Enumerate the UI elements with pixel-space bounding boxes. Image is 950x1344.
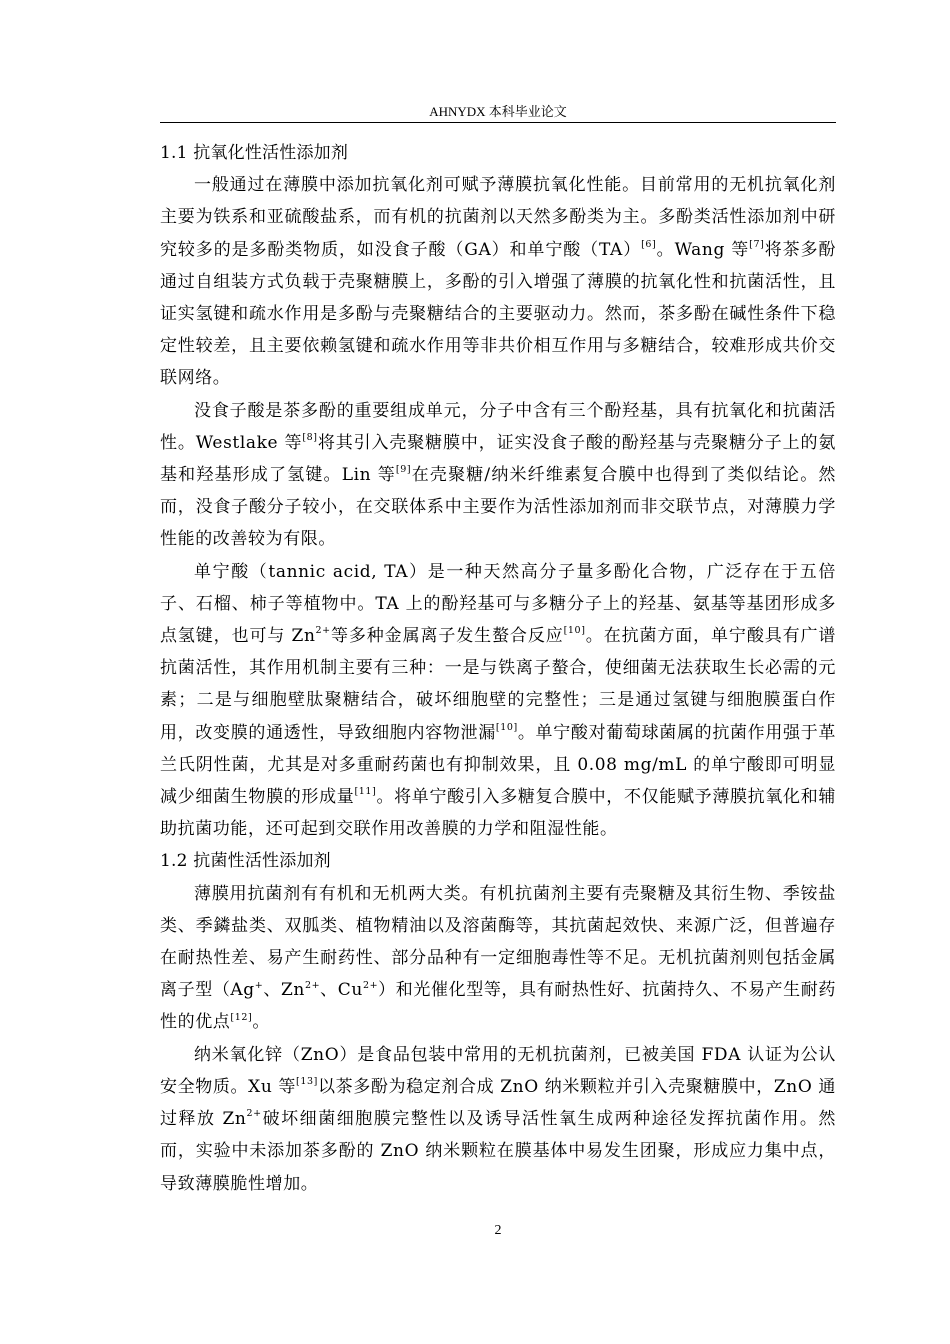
text-run: 将茶多酚通过自组装方式负载于壳聚糖膜上，多酚的引入增强了薄膜的抗氧化性和抗菌活性，且证实氢键和疏水作用是多酚与壳聚糖结合的主要驱动力。然而，茶多酚在碱性条件下稳定性较差，且主要依赖氢键和疏水作用等非共价相互作用与多糖结合，较难形成共价交联网络。 xyxy=(160,239,836,389)
citation-superscript: 2+ xyxy=(362,979,379,991)
text-run: 等多种金属离子发生螯合反应 xyxy=(330,626,564,647)
text-run: 、Cu xyxy=(320,980,363,1001)
citation-superscript: [10] xyxy=(495,722,518,733)
text-run: 。在抗菌方面，单宁酸具有广谱抗菌活性，其作用机制主要有三种：一是与铁离子螯合，使细菌无法获取生长必需的元素；二是与细胞壁肽聚糖结合，破坏细胞壁的完整性；三是通过氢键与细胞膜蛋白作用，改变膜的通透性，导致细胞内容物泄漏 xyxy=(160,626,836,743)
header-divider xyxy=(160,122,836,123)
citation-superscript: [6] xyxy=(641,238,657,250)
paragraph xyxy=(160,169,836,394)
citation-superscript: [10] xyxy=(563,625,586,637)
text-run: 破坏细菌细胞膜完整性以及诱导活性氧生成两种途径发挥抗菌作用。然而，实验中未添加茶多酚的 ZnO 纳米颗粒在膜基体中易发生团聚，形成应力集中点，导致薄膜脆性增加。 xyxy=(160,1109,836,1194)
paragraph xyxy=(160,556,836,846)
citation-superscript: [8] xyxy=(302,432,318,444)
text-run: 没食子酸是茶多酚的重要组成单元，分子中含有三个酚羟基，具有抗氧化和抗菌活性。Westlake 等 xyxy=(160,400,836,453)
text-run: 薄膜用抗菌剂有有机和无机两大类。有机抗菌剂主要有壳聚糖及其衍生物、季铵盐类、季鏻盐类、双胍类、植物精油以及溶菌酶等，其抗菌起效快、来源广泛，但普遍存在耐热性差、易产生耐药性、部分品种有一定细胞毒性等不足。无机抗菌剂则包括金属离子型（Ag xyxy=(160,883,836,1001)
paragraph xyxy=(160,1039,836,1200)
text-run: 将其引入壳聚糖膜中，证实没食子酸的酚羟基与壳聚糖分子上的氨基和羟基形成了氢键。Lin 等 xyxy=(160,432,836,486)
section-heading: 1.1 抗氧化性活性添加剂 xyxy=(160,143,349,163)
text-run: 纳米氧化锌（ZnO）是食品包装中常用的无机抗菌剂，已被美国 FDA 认证为公认安全物质。Xu 等 xyxy=(160,1044,836,1097)
citation-superscript: [13] xyxy=(296,1076,318,1088)
paragraph xyxy=(160,878,836,1039)
text-run: 在壳聚糖/纳米纤维素复合膜中也得到了类似结论。然而，没食子酸分子较小，在交联体系中主要作为活性添加剂而非交联节点，对薄膜力学性能的改善较为有限。 xyxy=(160,465,836,550)
citation-superscript: 2+ xyxy=(246,1108,262,1120)
text-run: 。单宁酸对葡萄球菌属的抗菌作用强于革兰氏阴性菌，尤其是对多重耐药菌也有抑制效果，且 0.08 mg/mL 的单宁酸即可明显减少细菌生物膜的形成量 xyxy=(160,722,836,808)
page-header: AHNYDX 本科毕业论文 xyxy=(429,104,567,119)
text-run: 一般通过在薄膜中添加抗氧化剂可赋予薄膜抗氧化性能。目前常用的无机抗氧化剂主要为铁系和亚硫酸盐系，而有机的抗菌剂以天然多酚类为主。多酚类活性添加剂中研究较多的是多酚类物质，如没食子酸（GA）和单宁酸（TA） xyxy=(160,175,836,260)
citation-superscript: 2+ xyxy=(304,979,321,991)
text-run: 、Zn xyxy=(263,980,305,1001)
text-run: 以茶多酚为稳定剂合成 ZnO 纳米颗粒并引入壳聚糖膜中，ZnO 通过释放 Zn xyxy=(160,1076,837,1130)
text-run: 。Wang 等 xyxy=(656,239,750,260)
citation-superscript: + xyxy=(254,979,264,991)
text-run: 。 xyxy=(252,1012,270,1033)
citation-superscript: [9] xyxy=(395,464,412,476)
paragraph xyxy=(160,395,836,556)
body-text xyxy=(160,137,836,1200)
citation-superscript: [11] xyxy=(354,786,377,798)
page-number: 2 xyxy=(494,1223,502,1238)
citation-superscript: 2+ xyxy=(315,625,331,637)
text-run: 。将单宁酸引入多糖复合膜中，不仅能赋予薄膜抗氧化和辅助抗菌功能，还可起到交联作用改善膜的力学和阻湿性能。 xyxy=(160,787,836,840)
text-run: ）和光催化型等，具有耐热性好、抗菌持久、不易产生耐药性的优点 xyxy=(160,980,836,1033)
citation-superscript: [12] xyxy=(230,1011,253,1023)
text-run: 单宁酸（tannic acid, TA）是一种天然高分子量多酚化合物，广泛存在于五倍子、石榴、柿子等植物中。TA 上的酚羟基可与多糖分子上的羟基、氨基等基团形成多点氢键，也可与 Zn xyxy=(160,561,836,647)
section-heading: 1.2 抗菌性活性添加剂 xyxy=(160,851,331,872)
citation-superscript: [7] xyxy=(749,238,765,250)
